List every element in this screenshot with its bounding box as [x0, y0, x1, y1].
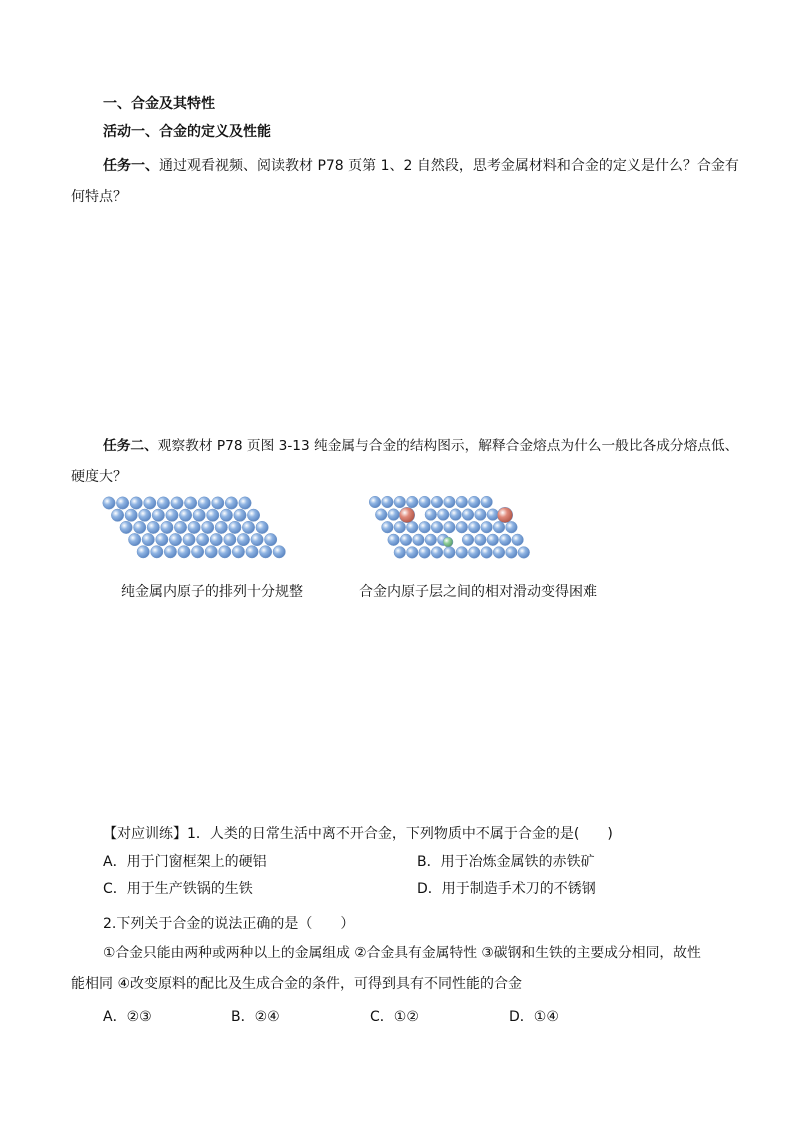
metal-atom: [152, 509, 164, 521]
metal-atom: [394, 547, 406, 559]
metal-atom: [184, 497, 196, 509]
metal-atom: [183, 533, 195, 545]
metal-atom: [394, 521, 406, 533]
metal-atom: [166, 509, 178, 521]
metal-atom: [256, 521, 268, 533]
alloy-atom-diagram: [365, 493, 565, 565]
metal-atom: [219, 546, 231, 558]
question2-option-c: C．①②: [370, 1009, 419, 1025]
metal-atom: [232, 546, 244, 558]
metal-atom: [103, 497, 115, 509]
metal-atom: [188, 521, 200, 533]
alloy-caption: 合金内原子层之间的相对滑动变得困难: [359, 584, 597, 600]
metal-atom: [125, 509, 137, 521]
metal-atom: [506, 547, 518, 559]
metal-atom: [468, 547, 480, 559]
metal-atom: [400, 534, 412, 546]
metal-atom: [128, 533, 140, 545]
metal-atom: [388, 534, 400, 546]
metal-atom: [229, 521, 241, 533]
metal-atom: [462, 534, 474, 546]
metal-atom: [444, 496, 456, 508]
metal-atom: [382, 496, 394, 508]
metal-atom: [493, 547, 505, 559]
metal-atom: [247, 509, 259, 521]
question2-stem: 2.下列关于合金的说法正确的是（ ）: [103, 916, 355, 932]
metal-atom: [179, 509, 191, 521]
question2-option-d: D．①④: [509, 1009, 559, 1025]
metal-atom: [193, 509, 205, 521]
metal-atom: [264, 533, 276, 545]
solute-atom-small: [443, 537, 453, 547]
question1-option-b: B．用于冶炼金属铁的赤铁矿: [417, 854, 595, 870]
metal-atom: [120, 521, 132, 533]
metal-atom: [116, 497, 128, 509]
metal-atom: [481, 496, 493, 508]
metal-atom: [444, 547, 456, 559]
metal-atom: [468, 521, 480, 533]
metal-atom: [174, 521, 186, 533]
task2-text: 观察教材 P78 页图 3-13 纯金属与合金的结构图示，解释合金熔点为什么一般比各成分熔点低、: [157, 438, 739, 454]
task1-paragraph-line2: 何特点？: [71, 189, 127, 205]
task1-text: 通过观看视频、阅读教材 P78 页第 1、2 自然段，思考金属材料和合金的定义是什么？合金有: [159, 158, 739, 174]
metal-atom: [382, 521, 394, 533]
metal-atom: [224, 533, 236, 545]
metal-atom: [130, 497, 142, 509]
metal-atom: [198, 497, 210, 509]
metal-atom: [375, 509, 387, 521]
metal-atom: [475, 534, 487, 546]
question1-stem: 【对应训练】1．人类的日常生活中离不开合金，下列物质中不属于合金的是( ): [103, 826, 613, 842]
metal-atom: [431, 521, 443, 533]
task1-label: 任务一、: [103, 158, 159, 174]
solute-atom-large: [497, 507, 513, 523]
metal-atom: [246, 546, 258, 558]
metal-atom: [242, 521, 254, 533]
metal-atom: [450, 509, 462, 521]
metal-atom: [178, 546, 190, 558]
metal-atom: [237, 533, 249, 545]
metal-atom: [164, 546, 176, 558]
question1-option-d: D．用于制造手术刀的不锈钢: [417, 881, 596, 897]
question2-body-line1: ①合金只能由两种或两种以上的金属组成 ②合金具有金属特性 ③碳钢和生铁的主要成分相同，故性: [103, 945, 701, 961]
metal-atom: [456, 496, 468, 508]
metal-atom: [205, 546, 217, 558]
metal-atom: [144, 497, 156, 509]
metal-atom: [487, 534, 499, 546]
metal-atom: [215, 521, 227, 533]
question2-option-b: B．②④: [231, 1009, 280, 1025]
metal-atom: [273, 546, 285, 558]
metal-atom: [369, 496, 381, 508]
metal-atom: [225, 497, 237, 509]
metal-atom: [202, 521, 214, 533]
metal-atom: [493, 521, 505, 533]
metal-atom: [156, 533, 168, 545]
metal-atom: [210, 533, 222, 545]
metal-atom: [512, 534, 524, 546]
metal-atom: [499, 534, 511, 546]
metal-atom: [251, 533, 263, 545]
metal-atom: [456, 547, 468, 559]
solute-atom-large: [399, 507, 415, 523]
metal-atom: [234, 509, 246, 521]
question2-option-a: A．②③: [103, 1009, 152, 1025]
metal-atom: [462, 509, 474, 521]
metal-atom: [506, 521, 518, 533]
metal-atom: [431, 496, 443, 508]
metal-atom: [239, 497, 251, 509]
metal-atom: [406, 547, 418, 559]
metal-atom: [406, 496, 418, 508]
metal-atom: [171, 497, 183, 509]
metal-atom: [419, 547, 431, 559]
metal-atom: [388, 509, 400, 521]
metal-atom: [406, 521, 418, 533]
metal-atom: [259, 546, 271, 558]
metal-atom: [196, 533, 208, 545]
metal-atom: [481, 521, 493, 533]
metal-atom: [134, 521, 146, 533]
metal-atom: [169, 533, 181, 545]
metal-atom: [212, 497, 224, 509]
metal-atom: [207, 509, 219, 521]
question1-option-a: A．用于门窗框架上的硬铝: [103, 854, 267, 870]
metal-atom: [142, 533, 154, 545]
metal-atom: [444, 521, 456, 533]
task2-paragraph-line2: 硬度大？: [71, 469, 127, 485]
metal-atom: [419, 521, 431, 533]
metal-atom: [147, 521, 159, 533]
metal-atom: [413, 534, 425, 546]
metal-atom: [394, 496, 406, 508]
pure-metal-caption: 纯金属内原子的排列十分规整: [121, 584, 303, 600]
question2-body-line2: 能相同 ④改变原料的配比及生成合金的条件，可得到具有不同性能的合金: [71, 976, 522, 992]
metal-atom: [475, 509, 487, 521]
metal-atom: [151, 546, 163, 558]
metal-atom: [419, 496, 431, 508]
metal-atom: [220, 509, 232, 521]
activity-heading: 活动一、合金的定义及性能: [103, 124, 271, 140]
metal-atom: [425, 534, 437, 546]
task2-label: 任务二、: [103, 438, 158, 454]
task2-paragraph-line1: [103, 440, 738, 454]
metal-atom: [431, 547, 443, 559]
metal-atom: [111, 509, 123, 521]
metal-atom: [437, 509, 449, 521]
metal-atom: [137, 546, 149, 558]
metal-atom: [468, 496, 480, 508]
pure-metal-atom-diagram: [100, 494, 310, 564]
metal-atom: [487, 509, 499, 521]
metal-atom: [456, 521, 468, 533]
metal-atom: [481, 547, 493, 559]
metal-atom: [157, 497, 169, 509]
section-heading: 一、合金及其特性: [103, 96, 215, 112]
metal-atom: [425, 509, 437, 521]
metal-atom: [191, 546, 203, 558]
metal-atom: [139, 509, 151, 521]
task1-paragraph-line1: [103, 159, 739, 173]
metal-atom: [518, 547, 530, 559]
question1-option-c: C．用于生产铁锅的生铁: [103, 881, 253, 897]
metal-atom: [161, 521, 173, 533]
